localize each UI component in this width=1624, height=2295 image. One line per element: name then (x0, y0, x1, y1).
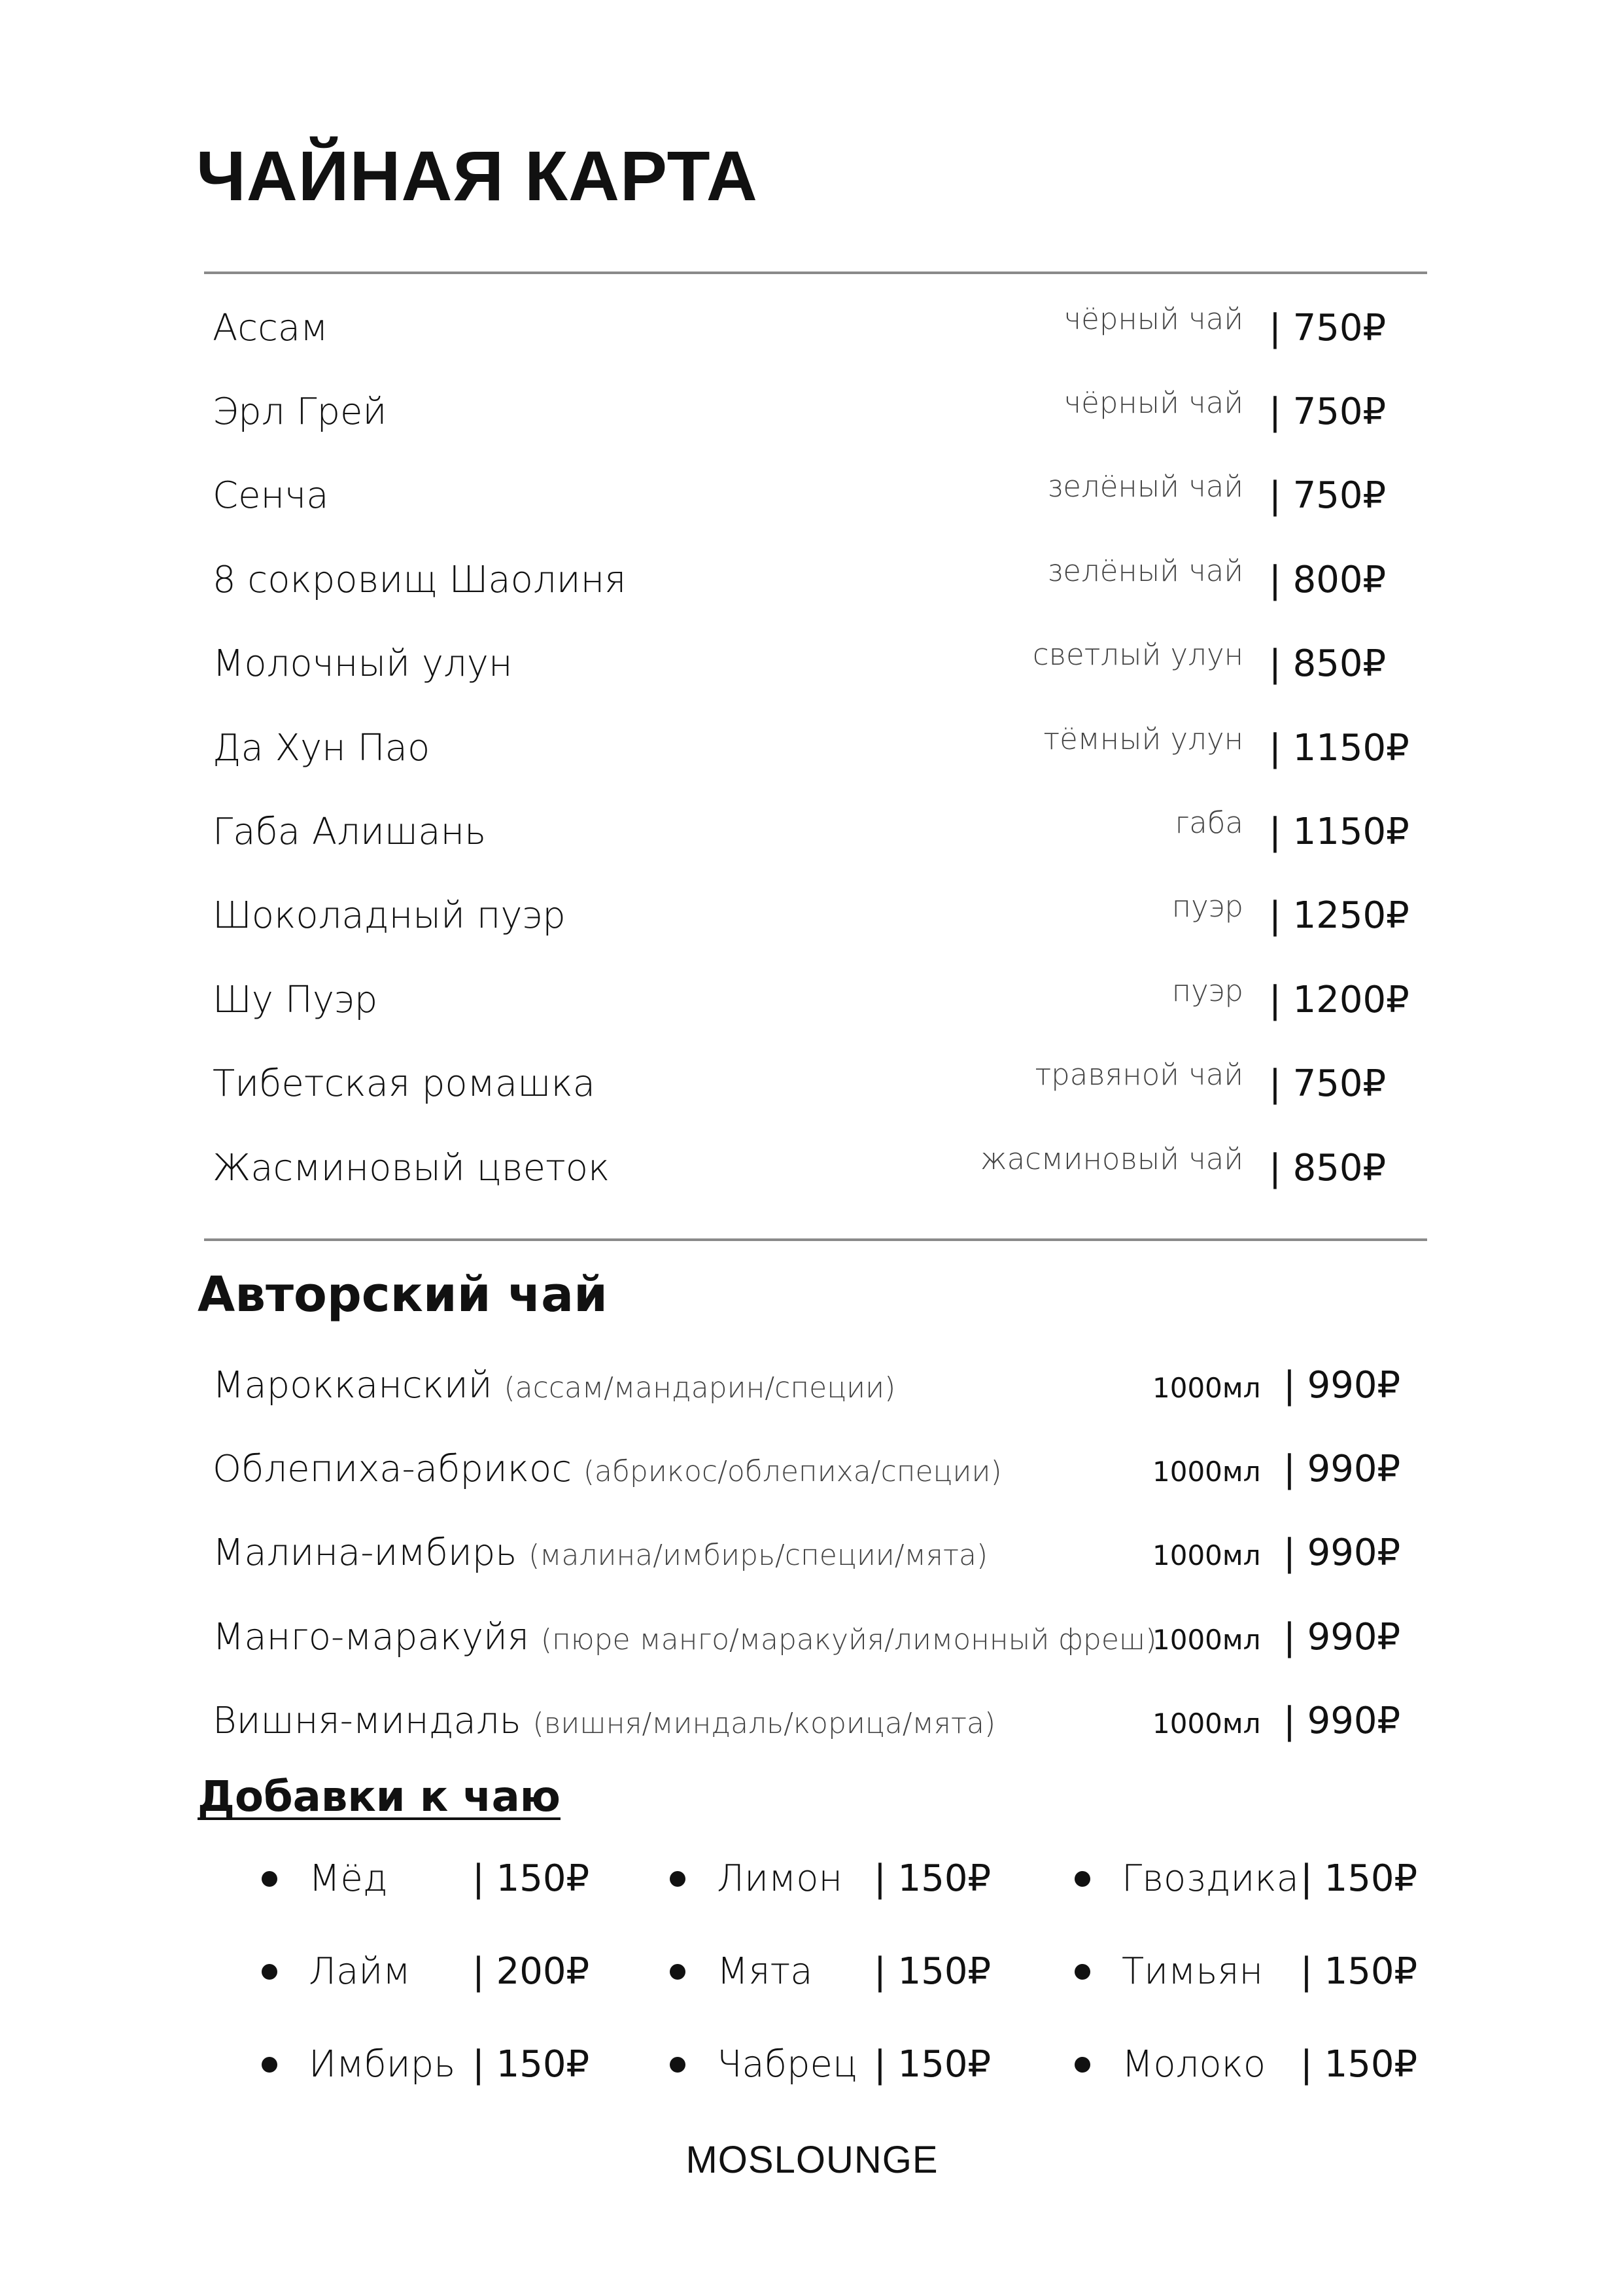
author-tea-price: | 990₽ (1283, 1532, 1401, 1574)
tea-price: | 750₽ (1269, 307, 1387, 349)
tea-type: светлый улун (1032, 637, 1243, 672)
addon-name: Мята (717, 1950, 813, 1993)
tea-price: | 750₽ (1269, 474, 1387, 517)
bullet-icon (262, 1871, 277, 1887)
bullet-icon (670, 1871, 685, 1887)
author-tea-row (0, 1443, 1624, 1496)
author-tea-volume: 1000мл (1152, 1539, 1261, 1571)
tea-row (0, 386, 1624, 438)
bullet-icon (262, 1964, 277, 1980)
addon-price: | 150₽ (874, 2043, 992, 2086)
tea-type: чёрный чай (1063, 385, 1243, 420)
bullet-icon (670, 2057, 685, 2073)
author-tea-heading: Авторский чай (198, 1267, 608, 1323)
addon-price: | 150₽ (1300, 1857, 1418, 1900)
author-tea-name: Марокканский (213, 1364, 492, 1407)
author-tea-price: | 990₽ (1283, 1616, 1401, 1658)
tea-row (0, 1142, 1624, 1195)
tea-type: зелёный чай (1046, 553, 1243, 588)
tea-name: 8 сокровищ Шаолиня (213, 559, 627, 601)
tea-type: чёрный чай (1063, 302, 1243, 336)
tea-price: | 850₽ (1269, 642, 1387, 685)
author-tea-row (0, 1695, 1624, 1747)
bullet-icon (262, 2057, 277, 2073)
author-tea-name: Вишня-миндаль (213, 1700, 521, 1742)
tea-row (0, 974, 1624, 1026)
author-tea-volume: 1000мл (1152, 1624, 1261, 1656)
addon-name: Тимьян (1122, 1950, 1264, 1993)
author-tea-desc: (абрикос/облепиха/специи) (583, 1455, 1002, 1488)
tea-name: Шоколадный пуэр (213, 894, 566, 937)
author-tea-name: Малина-имбирь (213, 1532, 517, 1574)
addon-price: | 150₽ (874, 1950, 992, 1993)
tea-price: | 800₽ (1269, 559, 1387, 601)
tea-name: Жасминовый цветок (213, 1147, 610, 1189)
tea-type: тёмный улун (1043, 722, 1243, 756)
author-tea-volume: 1000мл (1152, 1372, 1261, 1404)
author-tea-row (0, 1611, 1624, 1664)
addon-name: Имбирь (309, 2043, 456, 2086)
tea-row (0, 1058, 1624, 1110)
author-tea-desc: (малина/имбирь/специи/мята) (528, 1539, 988, 1572)
tea-price: | 1150₽ (1269, 727, 1409, 769)
addon-name: Лайм (309, 1950, 411, 1993)
author-tea-name: Манго-маракуйя (213, 1616, 530, 1658)
bullet-icon (670, 1964, 685, 1980)
brand-footer: MOSLOUNGE (685, 2139, 939, 2181)
tea-name: Эрл Грей (213, 391, 387, 433)
tea-price: | 750₽ (1269, 391, 1387, 433)
tea-type: травяной чай (1035, 1057, 1243, 1092)
addon-name: Молоко (1122, 2043, 1266, 2086)
author-tea-price: | 990₽ (1283, 1364, 1401, 1407)
tea-name: Молочный улун (213, 642, 513, 685)
tea-price: | 1250₽ (1269, 894, 1409, 937)
tea-row (0, 302, 1624, 355)
tea-price: | 1200₽ (1269, 979, 1409, 1021)
author-tea-price: | 990₽ (1283, 1448, 1401, 1490)
addon-price: | 150₽ (874, 1857, 992, 1900)
tea-type: пуэр (1171, 973, 1243, 1008)
tea-price: | 1150₽ (1269, 811, 1409, 853)
divider (204, 1238, 1427, 1241)
tea-type: зелёный чай (1046, 469, 1243, 504)
addon-price: | 150₽ (472, 2043, 590, 2086)
addons-heading: Добавки к чаю (198, 1773, 561, 1821)
addon-price: | 200₽ (472, 1950, 590, 1993)
tea-row (0, 890, 1624, 942)
author-tea-row (0, 1527, 1624, 1579)
tea-row (0, 470, 1624, 522)
addon-name: Лимон (717, 1857, 843, 1900)
tea-type: пуэр (1171, 889, 1243, 924)
tea-name: Да Хун Пао (213, 727, 430, 769)
addon-name: Чабрец (717, 2043, 858, 2086)
addon-name: Гвоздика (1122, 1857, 1299, 1900)
divider (204, 272, 1427, 274)
author-tea-desc: (ассам/мандарин/специи) (504, 1371, 896, 1405)
tea-type: габа (1175, 805, 1243, 840)
tea-row (0, 806, 1624, 858)
bullet-icon (1075, 2057, 1090, 2073)
tea-row (0, 722, 1624, 775)
addon-price: | 150₽ (1300, 2043, 1418, 2086)
tea-name: Габа Алишань (213, 811, 487, 853)
addon-price: | 150₽ (472, 1857, 590, 1900)
bullet-icon (1075, 1964, 1090, 1980)
tea-name: Ассам (213, 307, 328, 349)
tea-type: жасминовый чай (980, 1142, 1243, 1176)
author-tea-desc: (вишня/миндаль/корица/мята) (532, 1707, 996, 1740)
addon-price: | 150₽ (1300, 1950, 1418, 1993)
author-tea-row (0, 1359, 1624, 1412)
tea-price: | 750₽ (1269, 1062, 1387, 1105)
tea-name: Тибетская ромашка (213, 1062, 596, 1105)
author-tea-desc: (пюре манго/маракуйя/лимонный фреш) (540, 1623, 1157, 1656)
author-tea-price: | 990₽ (1283, 1700, 1401, 1742)
tea-row (0, 554, 1624, 606)
tea-name: Шу Пуэр (213, 979, 378, 1021)
addon-name: Мёд (309, 1857, 388, 1900)
tea-price: | 850₽ (1269, 1147, 1387, 1189)
tea-name: Сенча (213, 474, 329, 517)
tea-row (0, 638, 1624, 690)
page-title: ЧАЙНАЯ КАРТА (196, 136, 758, 215)
author-tea-volume: 1000мл (1152, 1456, 1261, 1488)
author-tea-volume: 1000мл (1152, 1708, 1261, 1740)
bullet-icon (1075, 1871, 1090, 1887)
author-tea-name: Облепиха-абрикос (213, 1448, 572, 1490)
